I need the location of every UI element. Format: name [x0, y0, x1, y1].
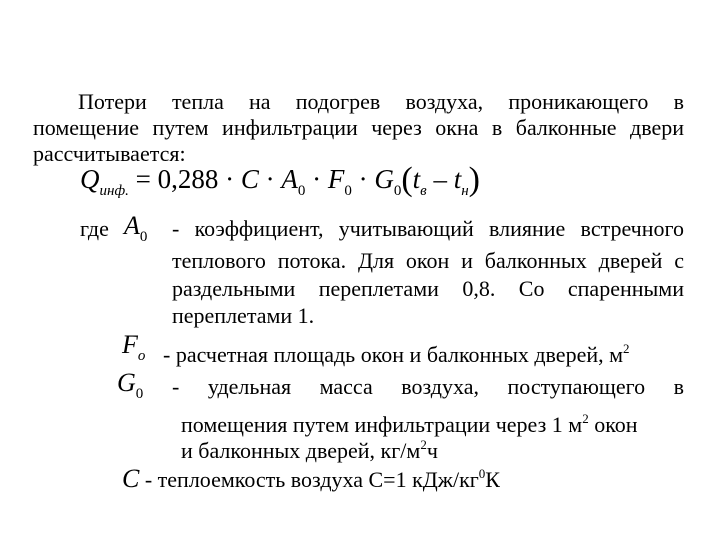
formula-lparen: (	[401, 161, 413, 198]
a0-def-line-1: - коэффициент, учитывающий влияние встречного	[172, 216, 684, 241]
a0-def-line-3: раздельными переплетами 0,8. Со спаренными	[172, 276, 684, 301]
a0-def-line-2: теплового потока. Для окон и балконных дверей с	[172, 248, 684, 273]
formula-minus: –	[426, 164, 454, 194]
intro-line-1: Потери тепла на подогрев воздуха, проникающего в	[78, 89, 684, 114]
where-label: где	[80, 216, 109, 241]
formula-t-out: t	[453, 164, 462, 194]
formula-f: F	[327, 164, 345, 194]
formula-f-sub: 0	[344, 183, 352, 199]
formula-t-out-sub: н	[461, 183, 469, 199]
a0-symbol: $A_0$	[124, 211, 148, 245]
formula-rparen: )	[468, 161, 480, 198]
a0-def-line-4: переплетами 1.	[172, 303, 315, 328]
formula-dot-3: ·	[351, 164, 375, 194]
f0-symbol: $F_o$	[122, 330, 146, 364]
heat-loss-formula	[80, 162, 480, 208]
g0-def-line-1: - удельная масса воздуха, поступающего в	[172, 374, 684, 399]
intro-line-2: помещение путем инфильтрации через окна в балконные двери	[33, 115, 684, 140]
formula-q-sub: инф.	[99, 183, 129, 199]
formula-t-in-sub: в	[420, 183, 427, 199]
g0-def-line-3: и балконных дверей, $кг/м^2ч$	[181, 437, 438, 463]
g0-def-line-2: помещения путем инфильтрации через 1 $м^2$ окон	[181, 411, 638, 437]
intro-line-3: рассчитывается:	[33, 141, 186, 166]
formula-a: A	[281, 164, 298, 194]
formula-a-sub: 0	[297, 183, 306, 199]
formula-q: Q	[80, 164, 100, 194]
formula-c: C	[240, 164, 259, 194]
formula-g: G	[374, 164, 394, 194]
formula-g-sub: 0	[393, 183, 402, 199]
formula-dot-1: ·	[258, 164, 282, 194]
formula-dot-2: ·	[305, 164, 328, 194]
formula-t-in: t	[412, 164, 421, 194]
formula-coef: = 0,288 ·	[128, 164, 241, 194]
c-def: C - теплоемкость воздуха С=1 кДж/$кг^0К$	[122, 464, 500, 493]
f0-def: - расчетная площадь окон и балконных дверей, $м^2$	[163, 341, 630, 367]
g0-symbol: $G_0$	[117, 368, 144, 402]
